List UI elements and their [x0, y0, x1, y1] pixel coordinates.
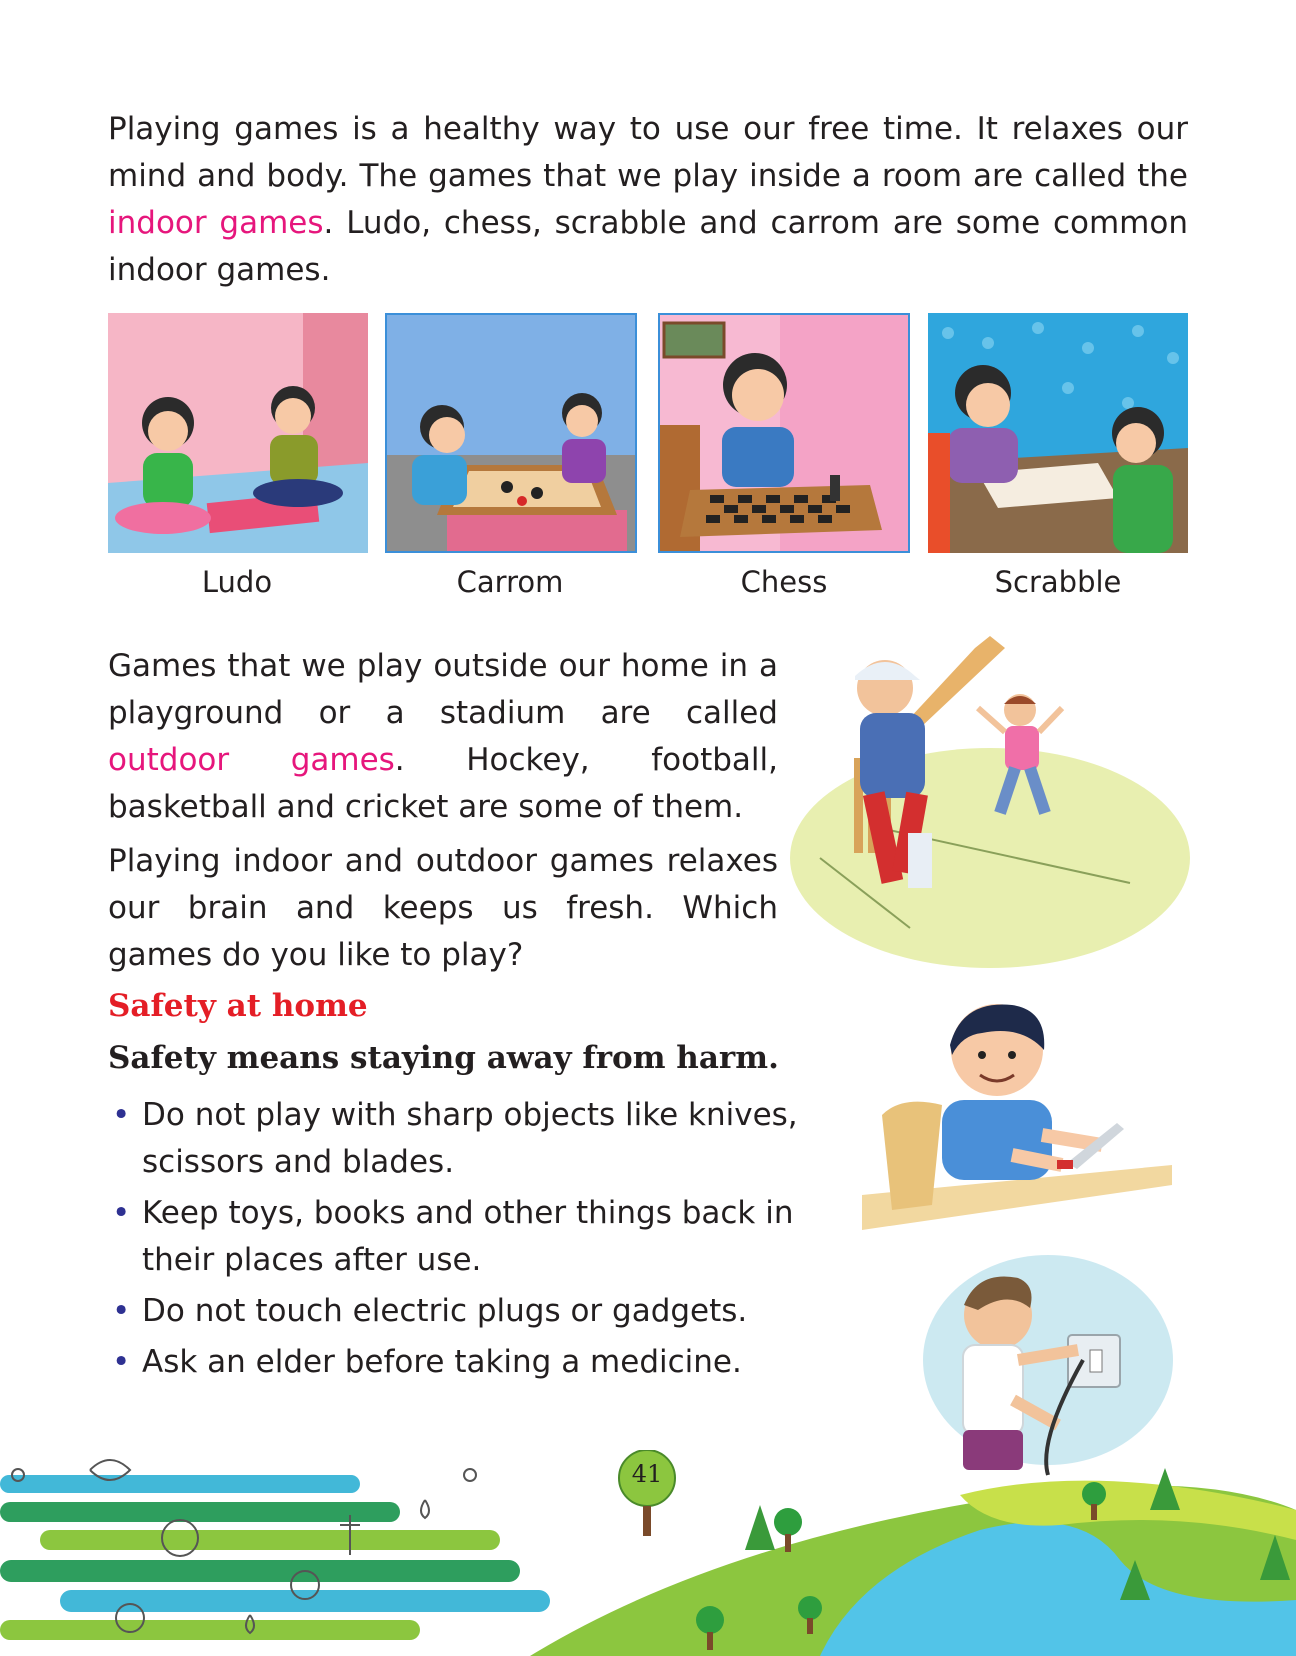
outdoor-games-term: outdoor games	[108, 742, 395, 778]
knife-boy-illustration	[862, 995, 1172, 1235]
carrom-illustration	[385, 313, 637, 553]
intro-text-after: . Ludo, chess, scrabble and carrom are some common indoor games.	[108, 205, 1188, 288]
intro-paragraph	[108, 106, 1188, 294]
list-item: • Ask an elder before taking a medicine.	[108, 1339, 813, 1386]
bullet-icon: •	[112, 1097, 131, 1133]
safety-definition: Safety means staying away from harm.	[108, 1040, 779, 1076]
caption-ludo: Ludo	[201, 565, 273, 599]
bullet-icon: •	[112, 1344, 131, 1380]
list-item: • Keep toys, books and other things back in their places after use.	[108, 1190, 813, 1284]
safety-heading: Safety at home	[108, 988, 368, 1024]
intro-text-before: Playing games is a healthy way to use our free time. It relaxes our mind and body. The games that we play inside a room are called the	[108, 111, 1188, 194]
list-item: • Do not play with sharp objects like knives, scissors and blades.	[108, 1092, 813, 1186]
cricket-illustration	[790, 628, 1190, 988]
page-number: 41	[631, 1460, 663, 1488]
caption-chess: Chess	[740, 565, 828, 599]
outdoor-text-after: . Hockey, football, basketball and cricket are some of them.	[108, 742, 778, 825]
bullet-icon: •	[112, 1195, 131, 1231]
caption-scrabble: Scrabble	[994, 565, 1122, 599]
indoor-games-term: indoor games	[108, 205, 324, 241]
list-item: • Do not touch electric plugs or gadgets.	[108, 1288, 813, 1335]
caption-carrom: Carrom	[456, 565, 564, 599]
safety-list	[108, 1092, 813, 1390]
outdoor-text-before: Games that we play outside our home in a playground or a stadium are called	[108, 648, 778, 731]
scrabble-illustration	[928, 313, 1188, 553]
ludo-illustration	[108, 313, 368, 553]
bullet-icon: •	[112, 1293, 131, 1329]
relax-paragraph: Playing indoor and outdoor games relaxes our brain and keeps us fresh. Which games do you like to play?	[108, 843, 778, 973]
chess-illustration	[658, 313, 910, 553]
outdoor-paragraph	[108, 643, 778, 831]
